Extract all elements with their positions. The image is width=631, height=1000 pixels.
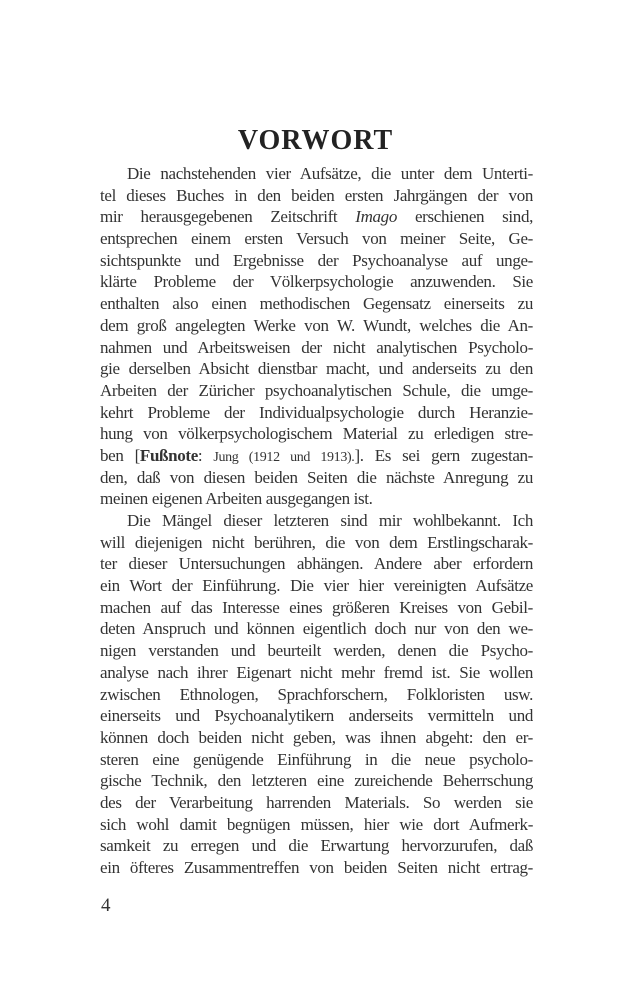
text-line: zwischen Ethnologen, Sprachforschern, Folkloristen usw.: [100, 684, 533, 704]
text-line: klärte Probleme der Völkerpsychologie anzuwenden. Sie: [100, 272, 533, 292]
text-line: samkeit zu erregen und die Erwartung hervorzurufen, daß: [100, 836, 533, 856]
text-line: des der Verarbeitung harrenden Materials. So werden sie: [100, 792, 533, 812]
text-line: machen auf das Interesse eines größeren Kreises von Gebil-: [100, 597, 533, 617]
text-line: Die nachstehenden vier Aufsätze, die unter dem Unterti-: [127, 164, 533, 183]
text-line: nahmen und Arbeitsweisen der nicht analytischen Psycholo-: [100, 337, 533, 357]
text-line: steren eine genügende Einführung in die neue psycholo-: [100, 749, 533, 769]
text-line: analyse nach ihrer Eigenart nicht mehr fremd ist. Sie wollen: [100, 662, 533, 682]
text-line: tel dieses Buches in den beiden ersten Jahrgängen der von: [100, 185, 533, 205]
body-text: [100, 163, 533, 879]
text-line: sichtspunkte und Ergebnisse der Psychoanalyse auf unge-: [100, 250, 533, 270]
text-line: deten Anspruch und können eigentlich doch nur von den we-: [100, 619, 533, 639]
text-line: hung von völkerpsychologischem Material zu erledigen stre-: [100, 424, 533, 444]
text-line: einerseits und Psychoanalytikern anderseits vermitteln und: [100, 706, 533, 726]
text-line: den, daß von diesen beiden Seiten die nächste Anregung zu: [100, 467, 533, 487]
styled-text-bold: Fußnote: [139, 445, 198, 465]
text-line: entsprechen einem ersten Versuch von meiner Seite, Ge-: [100, 229, 533, 249]
text-line: meinen eigenen Arbeiten ausgegangen ist.: [100, 489, 373, 509]
text-line: kehrt Probleme der Individualpsychologie durch Heranzie-: [100, 402, 533, 422]
text-line: gie derselben Absicht dienstbar macht, und anderseits zu den: [100, 359, 533, 379]
page-number: 4: [101, 895, 111, 916]
text-line: sich wohl damit begnügen müssen, hier wie dort Aufmerk-: [100, 814, 533, 834]
page-title: VORWORT: [237, 124, 394, 156]
paragraph: [100, 163, 533, 510]
text-line: gische Technik, den letzteren eine zureichende Beherrschung: [100, 771, 533, 791]
text-line: mir herausgegebenen Zeitschrift Imago erschienen sind,: [100, 207, 533, 227]
text-line: will diejenigen nicht berühren, die von dem Erstlingscharak-: [100, 532, 533, 552]
text-line: können doch beiden nicht geben, was ihnen abgeht: den er-: [100, 727, 533, 747]
text-line: Die Mängel dieser letzteren sind mir wohlbekannt. Ich: [127, 511, 533, 530]
text-line: ter dieser Untersuchungen abhängen. Andere aber erfordern: [100, 554, 533, 574]
text-line: ben [Fußnote: Jung (1912 und 1913).]. Es sei gern zugestan-: [100, 445, 533, 465]
text-line: enthalten also einen methodischen Gegensatz einerseits zu: [100, 294, 533, 314]
text-line: ein öfteres Zusammentreffen von beiden Seiten nicht ertrag-: [100, 858, 533, 877]
text-line: ein Wort der Einführung. Die vier hier vereinigten Aufsätze: [100, 576, 533, 596]
text-line: nigen verstanden und beurteilt werden, denen die Psycho-: [100, 641, 533, 661]
styled-text-italic: Imago: [355, 207, 397, 227]
text-line: dem groß angelegten Werke von W. Wundt, welches die An-: [100, 315, 533, 335]
styled-text-small: Jung (1912 und 1913).: [213, 449, 355, 465]
text-line: Arbeiten der Züricher psychoanalytischen Schule, die umge-: [100, 380, 533, 400]
paragraph: [100, 510, 533, 879]
